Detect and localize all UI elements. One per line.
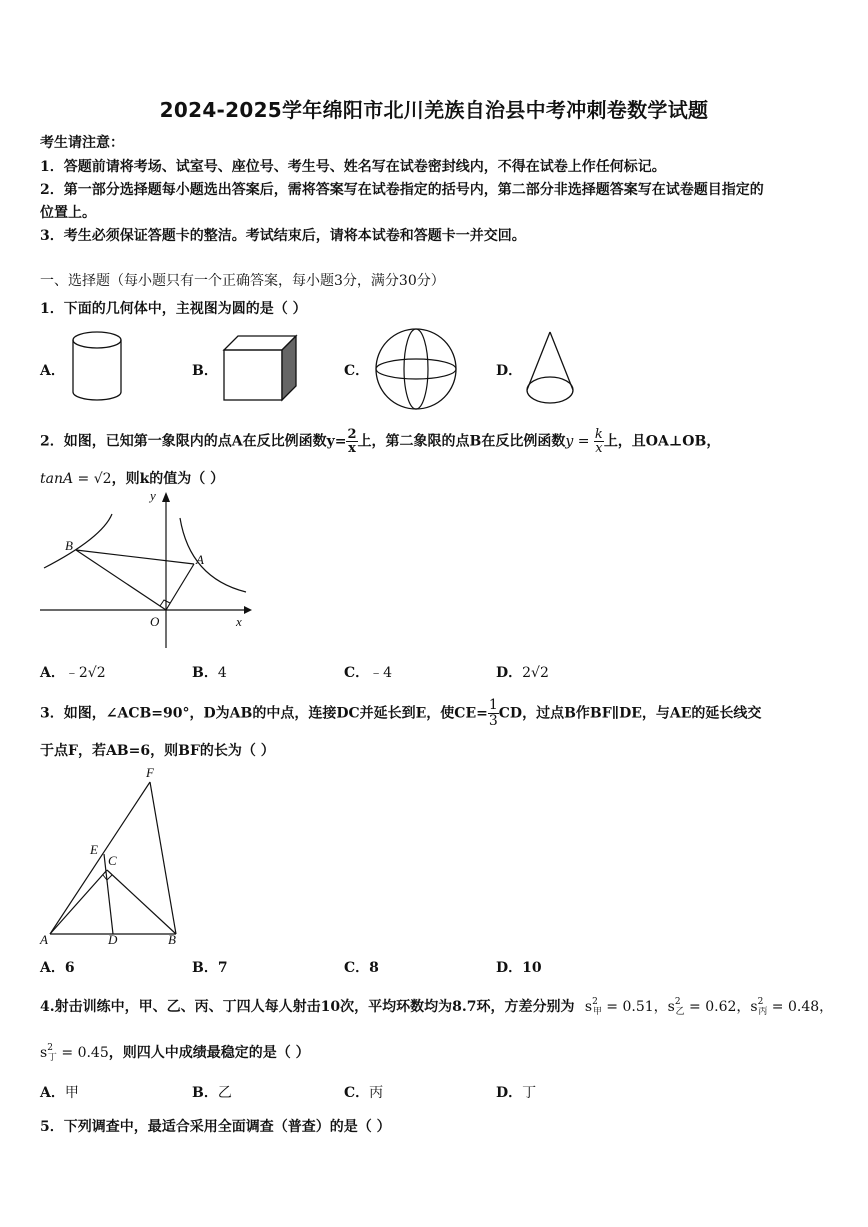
q1-option-c-label: C． [344,363,370,379]
q1-option-d-label: D． [496,363,523,379]
variance-jia: $s^2_甲 = 0.51$ [584,997,654,1017]
question-2-stem: 2．如图，已知第一象限内的点A在反比例函数y= $\frac{2}{x}$ 上，第二象限的点B在反比例函数y = $\frac{k}{x}$ 上，且OA⊥OB， [40,427,721,456]
notice-item: 位置上。 [40,205,96,221]
point-b-label: B [65,538,73,553]
point-f-label: F [146,765,154,780]
y-axis-label: y [150,488,156,503]
question-3-stem: 3．如图，∠ACB=90°，D为AB的中点，连接DC并延长到E，使CE= $\frac{1}{3}$ CD，过点B作BF∥DE，与AE的延长线交 [40,697,762,729]
q1-option-a-label: A． [40,363,65,379]
question-3-line2: 于点F，若AB=6，则BF的长为（ ） [40,743,275,759]
page-title: 2024-2025学年绵阳市北川羌族自治县中考冲刺卷数学试题 [159,98,709,122]
point-b-label: B [168,932,176,947]
cube-icon [220,334,300,404]
point-a-label: A [40,932,48,947]
q1-option-b-label: B． [192,363,218,379]
q3-option-c: C．8 [344,960,379,976]
variance-ding: $s^2_丁 = 0.45$ [40,1043,109,1063]
notice-item: 2．第一部分选择题每小题选出答案后，需将答案写在试卷指定的括号内，第二部分非选择题答案写在试卷题目指定的 [40,182,764,198]
q4-option-b: B．乙 [192,1085,232,1101]
notice-item: 3．考生必须保证答题卡的整洁。考试结束后，请将本试卷和答题卡一并交回。 [40,228,526,244]
point-c-label: C [108,853,117,868]
q4-option-a: A．甲 [40,1085,79,1101]
question-2-line2: tanA = √2，则k的值为（ ） [40,471,225,487]
point-e-label: E [90,842,98,857]
q3-option-a: A．6 [40,960,75,976]
fraction-1-over-3: $\frac{1}{3}$ [488,697,498,729]
origin-label: O [150,614,160,629]
q4-option-d: D．丁 [496,1085,537,1101]
question-4-line2: $s^2_丁 = 0.45$，则四人中成绩最稳定的是（ ） [40,1043,310,1063]
point-a-label: A [196,552,204,567]
q3-option-d: D．10 [496,960,542,976]
q2-option-d: D．2√2 [496,665,549,681]
variance-bing: $s^2_丙 = 0.48$ [750,997,820,1017]
point-d-label: D [108,932,118,947]
q2-option-b: B．4 [192,665,227,681]
section-heading: 一、选择题（每小题只有一个正确答案，每小题3分，满分30分） [40,273,445,289]
q2-option-a: A．﹣2√2 [40,665,106,681]
q3-figure [40,764,190,950]
question-1-stem: 1．下面的几何体中，主视图为圆的是（ ） [40,301,307,317]
notice-heading: 考生请注意： [40,135,124,151]
fraction-2-over-x: $\frac{2}{x}$ [347,427,357,456]
x-axis-label: x [236,614,242,629]
q2-figure [40,488,250,653]
q3-option-b: B．7 [192,960,228,976]
cone-icon [524,330,576,406]
notice-item: 1．答题前请将考场、试室号、座位号、考生号、姓名写在试卷密封线内，不得在试卷上作任何标记。 [40,159,666,175]
cylinder-icon [70,330,125,404]
fraction-k-over-x: $\frac{k}{x}$ [594,427,603,456]
variance-yi: $s^2_乙 = 0.62$ [667,997,737,1017]
q2-option-c: C．﹣4 [344,665,393,681]
q4-option-c: C．丙 [344,1085,384,1101]
sphere-icon [374,327,458,411]
question-5-stem: 5．下列调查中，最适合采用全面调查（普查）的是（ ） [40,1119,391,1135]
question-4-stem: 4.射击训练中，甲、乙、丙、丁四人每人射击10次，平均环数均为8.7环，方差分别为 $s^2_甲 = 0.51$，$s^2_乙 = 0.62$，$s^2_丙 = 0.48$， [40,997,834,1017]
